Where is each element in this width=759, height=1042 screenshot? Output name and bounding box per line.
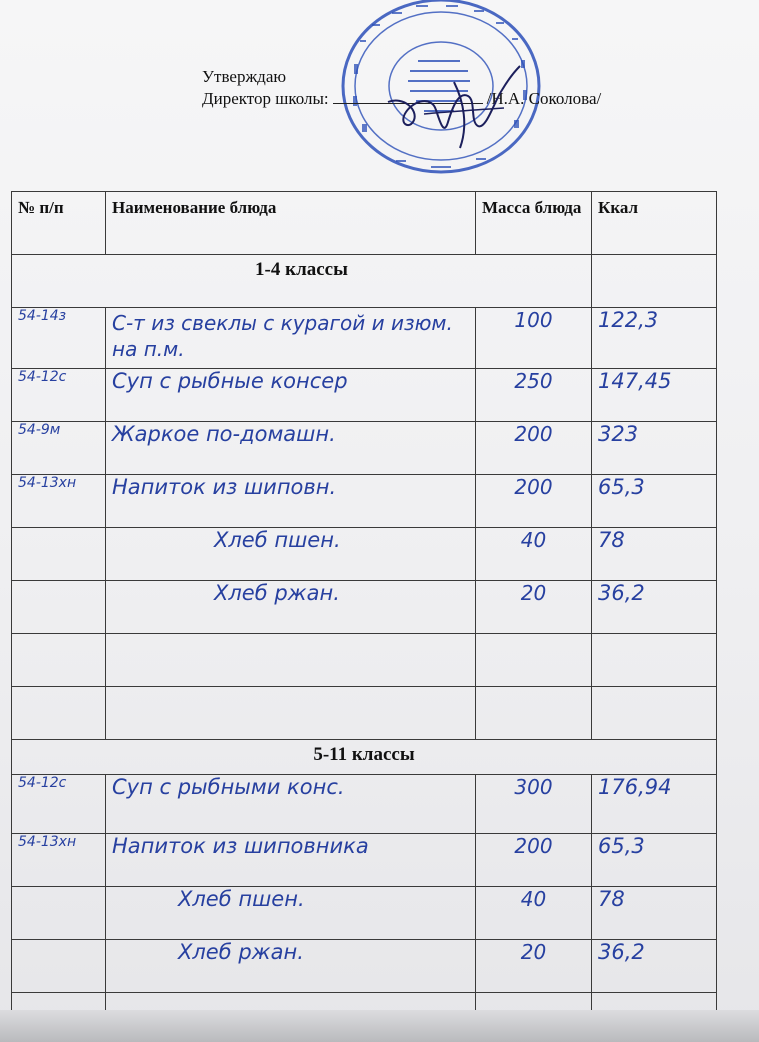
dish-code: 54-12с: [12, 369, 106, 422]
section-row: [12, 255, 717, 308]
dish-kcal: 36,2: [592, 581, 717, 634]
menu-table: [11, 191, 717, 1042]
table-row: [12, 475, 717, 528]
dish-mass: 20: [476, 581, 592, 634]
dish-mass: [476, 687, 592, 740]
director-label: Директор школы:: [202, 89, 329, 108]
table-row: [12, 887, 717, 940]
dish-mass: 40: [476, 528, 592, 581]
header-kcal: Ккал: [592, 192, 717, 255]
dish-mass: 300: [476, 775, 592, 834]
dish-mass: [476, 634, 592, 687]
table-row: [12, 634, 717, 687]
dish-mass: 200: [476, 422, 592, 475]
director-name: /Н.А. Соколова/: [486, 89, 602, 108]
dish-kcal: 65,3: [592, 475, 717, 528]
header-name: Наименование блюда: [106, 192, 476, 255]
table-row: [12, 940, 717, 993]
dish-name: Суп с рыбными конс.: [106, 775, 476, 834]
table-row: [12, 687, 717, 740]
dish-name: Хлеб пшен.: [106, 528, 476, 581]
dish-name: [106, 634, 476, 687]
dish-code: 54-12с: [12, 775, 106, 834]
dish-code: 54-14з: [12, 308, 106, 369]
dish-kcal: 122,3: [592, 308, 717, 369]
dish-name: Напиток из шиповн.: [106, 475, 476, 528]
table-row: [12, 775, 717, 834]
dish-code: [12, 940, 106, 993]
header-num: № п/п: [12, 192, 106, 255]
dish-name: С-т из свеклы с курагой и изюм. на п.м.: [106, 308, 476, 369]
table-row: [12, 834, 717, 887]
dish-name: Жаркое по-домашн.: [106, 422, 476, 475]
section-row: [12, 740, 717, 775]
dish-code: [12, 581, 106, 634]
table-row: [12, 528, 717, 581]
dish-code: 54-13хн: [12, 834, 106, 887]
section-blank: [592, 255, 717, 308]
dish-code: [12, 634, 106, 687]
dish-mass: 100: [476, 308, 592, 369]
table-row: [12, 422, 717, 475]
director-signature: [384, 62, 534, 152]
dish-mass: 200: [476, 475, 592, 528]
dish-code: 54-9м: [12, 422, 106, 475]
dish-name: [106, 687, 476, 740]
approval-title: Утверждаю: [202, 67, 287, 86]
dish-name: Хлеб ржан.: [106, 940, 476, 993]
section-title-5-11: 5-11 классы: [12, 740, 717, 775]
section-title-1-4: 1-4 классы: [12, 255, 592, 308]
dish-kcal: [592, 687, 717, 740]
dish-name: Хлеб ржан.: [106, 581, 476, 634]
dish-code: [12, 887, 106, 940]
dish-mass: 40: [476, 887, 592, 940]
table-header: [12, 192, 717, 255]
dish-name: Напиток из шиповника: [106, 834, 476, 887]
dish-name: Суп с рыбные консер: [106, 369, 476, 422]
table-row: [12, 308, 717, 369]
dish-code: [12, 528, 106, 581]
dish-mass: 250: [476, 369, 592, 422]
dish-code: 54-13хн: [12, 475, 106, 528]
dish-kcal: 65,3: [592, 834, 717, 887]
dish-kcal: 176,94: [592, 775, 717, 834]
dish-name: Хлеб пшен.: [106, 887, 476, 940]
header-mass: Масса блюда: [476, 192, 592, 255]
dish-kcal: 78: [592, 887, 717, 940]
dish-kcal: [592, 634, 717, 687]
dish-kcal: 323: [592, 422, 717, 475]
dish-mass: 20: [476, 940, 592, 993]
dish-mass: 200: [476, 834, 592, 887]
table-row: [12, 369, 717, 422]
dish-kcal: 147,45: [592, 369, 717, 422]
dish-code: [12, 687, 106, 740]
page-edge-shadow: [0, 1010, 759, 1042]
table-row: [12, 581, 717, 634]
dish-kcal: 78: [592, 528, 717, 581]
dish-kcal: 36,2: [592, 940, 717, 993]
